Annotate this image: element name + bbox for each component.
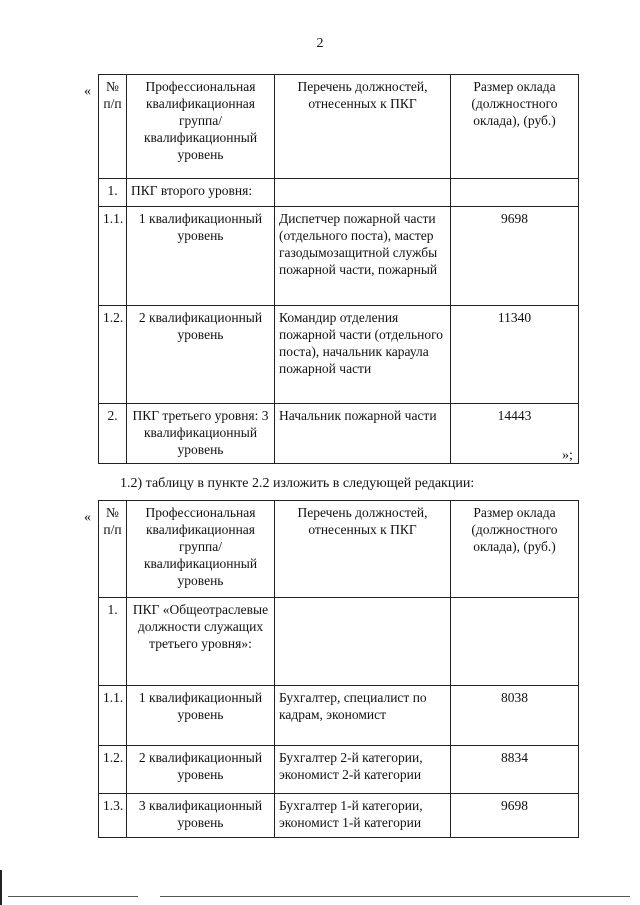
salary-table-general-staff	[98, 500, 579, 838]
table-row	[99, 598, 579, 686]
row-salary: 11340	[451, 306, 579, 404]
salary-table-fire-service	[98, 74, 579, 464]
table-row	[99, 404, 579, 464]
table-row	[99, 207, 579, 306]
row-positions	[275, 598, 451, 686]
open-quote: «	[84, 84, 91, 99]
table-row	[99, 794, 579, 838]
row-positions: Бухгалтер 2-й категории, экономист 2-й категории	[275, 746, 451, 794]
row-salary: 14443	[451, 404, 579, 464]
row-positions: Бухгалтер, специалист по кадрам, экономист	[275, 686, 451, 746]
scan-artifact-line	[160, 896, 630, 897]
row-salary: 9698	[451, 794, 579, 838]
row-num: 1.2.	[99, 306, 127, 404]
table-row	[99, 306, 579, 404]
row-level: 3 квалификационный уровень	[127, 794, 275, 838]
row-positions: Начальник пожарной части	[275, 404, 451, 464]
row-positions: Командир отделения пожарной части (отдельного поста), начальник караула пожарной части	[275, 306, 451, 404]
row-level: ПКГ второго уровня:	[127, 179, 275, 207]
row-level: ПКГ «Общеотраслевые должности служащих третьего уровня»:	[127, 598, 275, 686]
row-positions	[275, 179, 451, 207]
row-num: 1.3.	[99, 794, 127, 838]
row-num: 2.	[99, 404, 127, 464]
header-salary: Размер оклада (должностного оклада), (руб.)	[451, 501, 579, 598]
row-num: 1.2.	[99, 746, 127, 794]
row-positions: Диспетчер пожарной части (отдельного поста), мастер газодымозащитной службы пожарной части, пожарный	[275, 207, 451, 306]
amendment-text: 1.2) таблицу в пункте 2.2 изложить в следующей редакции:	[120, 476, 475, 491]
row-level: 2 квалификационный уровень	[127, 746, 275, 794]
header-positions: Перечень должностей, отнесенных к ПКГ	[275, 75, 451, 179]
table-row	[99, 746, 579, 794]
row-level: 1 квалификационный уровень	[127, 207, 275, 306]
table-header-row	[99, 75, 579, 179]
table-row	[99, 686, 579, 746]
scan-edge-mark	[0, 870, 2, 905]
close-quote: »;	[562, 448, 573, 463]
open-quote: «	[84, 510, 91, 525]
row-salary: 8834	[451, 746, 579, 794]
row-num: 1.1.	[99, 686, 127, 746]
row-level: 2 квалификационный уровень	[127, 306, 275, 404]
scan-artifact-line	[8, 896, 138, 897]
header-positions: Перечень должностей, отнесенных к ПКГ	[275, 501, 451, 598]
page-number: 2	[316, 36, 324, 51]
row-num: 1.	[99, 179, 127, 207]
header-level: Профессиональная квалификационная группа/ квалификационный уровень	[127, 75, 275, 179]
row-salary: 8038	[451, 686, 579, 746]
row-salary	[451, 598, 579, 686]
header-salary: Размер оклада (должностного оклада), (руб.)	[451, 75, 579, 179]
row-salary	[451, 179, 579, 207]
row-num: 1.	[99, 598, 127, 686]
header-num: № п/п	[99, 75, 127, 179]
row-positions: Бухгалтер 1-й категории, экономист 1-й категории	[275, 794, 451, 838]
table-header-row	[99, 501, 579, 598]
row-salary: 9698	[451, 207, 579, 306]
row-level: 1 квалификационный уровень	[127, 686, 275, 746]
row-level: ПКГ третьего уровня: 3 квалификационный уровень	[127, 404, 275, 464]
table-row	[99, 179, 579, 207]
row-num: 1.1.	[99, 207, 127, 306]
header-level: Профессиональная квалификационная группа/ квалификационный уровень	[127, 501, 275, 598]
header-num: № п/п	[99, 501, 127, 598]
